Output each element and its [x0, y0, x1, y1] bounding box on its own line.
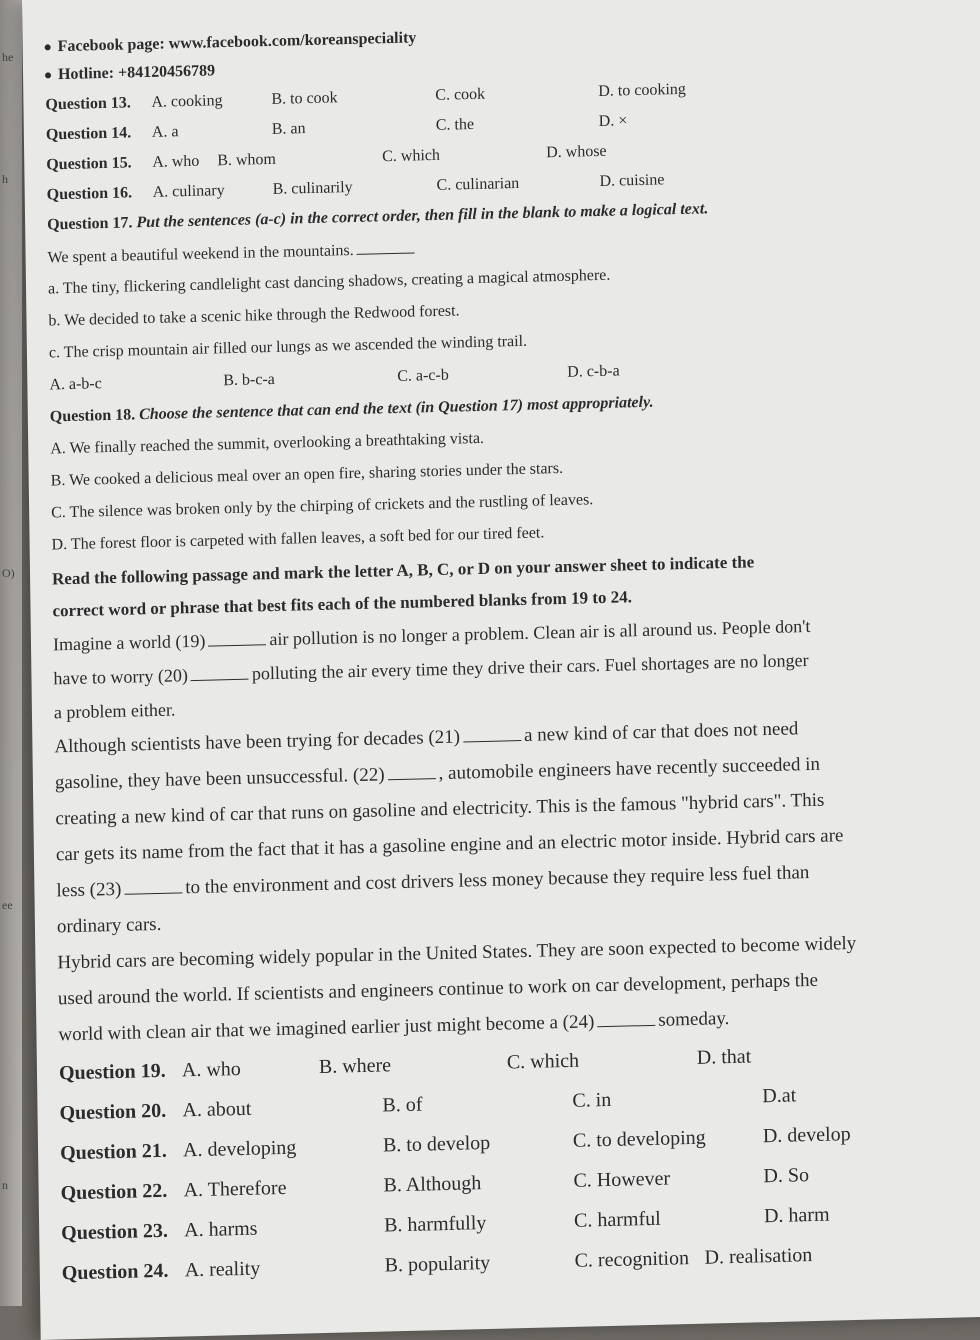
q20-label: Question 20. [59, 1099, 167, 1125]
margin-mark: h [2, 172, 8, 186]
q15-label: Question 15. [46, 154, 132, 174]
q17-option-d[interactable]: D. c-b-a [567, 362, 620, 381]
q13-option-b[interactable]: B. to cook [271, 89, 338, 108]
q17-instruction-line [47, 199, 708, 235]
previous-page-edge [0, 0, 22, 1306]
hotline-line: Hotline: +84120456789 [45, 61, 215, 85]
blank-21[interactable] [463, 726, 521, 742]
q16-option-a[interactable]: A. culinary [152, 182, 225, 201]
q21-option-a[interactable]: A. developing [182, 1136, 297, 1162]
q19-option-d[interactable]: D. that [696, 1045, 752, 1069]
q17-sentence-a: a. The tiny, flickering candlelight cast dancing shadows, creating a magical atmosphere. [47, 266, 611, 298]
q15-option-c[interactable]: C. which [382, 146, 441, 166]
q17-sentence-b: b. We decided to take a scenic hike through the Redwood forest. [48, 302, 460, 330]
q23-option-d[interactable]: D. harm [763, 1203, 830, 1228]
margin-mark: n [2, 1178, 8, 1192]
bullet-icon [45, 45, 51, 51]
blank-24[interactable] [597, 1011, 655, 1027]
q17-option-b[interactable]: B. b-c-a [223, 370, 275, 390]
margin-mark: O) [2, 566, 15, 580]
q16-option-c[interactable]: C. culinarian [436, 174, 520, 194]
q16-option-d[interactable]: D. cuisine [599, 171, 665, 190]
q18-option-d[interactable]: D. The forest floor is carpeted with fallen leaves, a soft bed for our tired feet. [51, 524, 545, 554]
q23-option-c[interactable]: C. harmful [573, 1207, 661, 1232]
facebook-line: Facebook page: www.facebook.com/koreanspeciality [45, 28, 417, 57]
q19-option-a[interactable]: A. who [181, 1057, 241, 1082]
q18-label: Question 18. [49, 406, 136, 426]
q17-option-c[interactable]: C. a-c-b [397, 366, 449, 385]
q14-option-b[interactable]: B. an [271, 120, 306, 138]
q17-blank[interactable] [357, 238, 415, 254]
margin-mark: ee [2, 898, 13, 912]
q15-option-b[interactable]: B. whom [217, 150, 277, 170]
q24-label: Question 24. [61, 1259, 169, 1285]
q20-option-b[interactable]: B. of [382, 1093, 423, 1117]
q20-option-d[interactable]: D.at [762, 1084, 797, 1108]
q24-option-d[interactable]: D. realisation [704, 1244, 813, 1269]
bullet-icon [45, 73, 51, 79]
q19-option-c[interactable]: C. which [506, 1049, 580, 1074]
passage-line: a problem either. [53, 699, 176, 723]
q16-label: Question 16. [46, 184, 133, 204]
q21-label: Question 21. [59, 1139, 167, 1165]
q21-option-b[interactable]: B. to develop [382, 1131, 491, 1157]
q13-option-a[interactable]: A. cooking [151, 92, 223, 111]
q19-option-b[interactable]: B. where [318, 1054, 392, 1079]
reading-instruction-1: Read the following passage and mark the letter A, B, C, or D on your answer sheet to indicate the [51, 552, 755, 589]
q23-option-a[interactable]: A. harms [184, 1217, 258, 1242]
q18-option-a[interactable]: A. We finally reached the summit, overlooking a breathtaking vista. [50, 429, 485, 458]
margin-mark: he [2, 50, 14, 64]
q13-label: Question 13. [45, 94, 131, 114]
passage-line: Hybrid cars are becoming widely popular in the United States. They are soon expected to become widely [57, 932, 857, 974]
q20-option-a[interactable]: A. about [182, 1097, 252, 1122]
passage-line: less (23) to the environment and cost drivers less money because they require less fuel than [56, 862, 810, 902]
passage-line: ordinary cars. [56, 913, 162, 938]
passage-line: car gets its name from the fact that it has a gasoline engine and an electric motor inside. Hybrid cars are [55, 825, 844, 866]
q24-option-b[interactable]: B. popularity [384, 1251, 491, 1277]
blank-20[interactable] [191, 665, 249, 681]
q20-option-c[interactable]: C. in [572, 1088, 612, 1112]
q15-option-d[interactable]: D. whose [546, 142, 607, 162]
q14-option-d[interactable]: D. × [598, 112, 628, 130]
q14-option-c[interactable]: C. the [435, 115, 475, 134]
q18-instruction: Choose the sentence that can end the text (in Question 17) most appropriately. [139, 393, 654, 424]
q16-option-b[interactable]: B. culinarily [272, 178, 353, 198]
blank-19[interactable] [208, 630, 266, 646]
passage-line: gasoline, they have been unsuccessful. (22) , automobile engineers have recently succeeded in [54, 753, 821, 794]
q18-instruction-line [50, 393, 654, 428]
q17-instruction: Put the sentences (a-c) in the correct order, then fill in the blank to make a logical text. [136, 200, 709, 232]
q14-label: Question 14. [45, 124, 132, 144]
q17-option-a[interactable]: A. a-b-c [49, 375, 102, 394]
q22-option-a[interactable]: A. Therefore [183, 1176, 287, 1202]
passage-line: used around the world. If scientists and engineers continue to work on car development, perhaps the [57, 969, 819, 1010]
q22-option-d[interactable]: D. So [763, 1164, 810, 1188]
q22-option-b[interactable]: B. Although [383, 1172, 482, 1197]
passage-line: creating a new kind of car that runs on gasoline and electricity. This is the famous "hybrid cars". This [55, 789, 825, 830]
q14-option-a[interactable]: A. a [151, 123, 179, 141]
q24-option-c[interactable]: C. recognition [574, 1247, 690, 1272]
q17-lead: We spent a beautiful weekend in the mountains. [47, 241, 354, 267]
passage-line: have to worry (20) polluting the air every time they drive their cars. Fuel shortages are no longer [53, 649, 809, 689]
worksheet-page [22, 0, 980, 1340]
q21-option-d[interactable]: D. develop [762, 1123, 851, 1148]
q18-option-c[interactable]: C. The silence was broken only by the chirping of crickets and the rustling of leaves. [51, 491, 594, 522]
blank-22[interactable] [387, 764, 435, 780]
q18-option-b[interactable]: B. We cooked a delicious meal over an open fire, sharing stories under the stars. [50, 459, 564, 490]
q22-option-c[interactable]: C. However [573, 1167, 671, 1192]
q17-sentence-c: c. The crisp mountain air filled our lungs as we ascended the winding trail. [48, 332, 528, 362]
passage-line: world with clean air that we imagined earlier just might become a (24) someday. [58, 1008, 730, 1046]
q15-option-a[interactable]: A. who [152, 152, 200, 171]
passage-line: Imagine a world (19) air pollution is no longer a problem. Clean air is all around us. People don't [52, 615, 811, 655]
passage-line: Although scientists have been trying for decades (21) a new kind of car that does not need [54, 718, 799, 758]
q17-lead-line [47, 238, 417, 268]
q13-option-c[interactable]: C. cook [435, 85, 486, 104]
q17-label: Question 17. [47, 214, 133, 234]
q19-label: Question 19. [58, 1059, 166, 1085]
q23-option-b[interactable]: B. harmfully [383, 1212, 487, 1237]
q21-option-c[interactable]: C. to developing [572, 1126, 706, 1152]
reading-instruction-2: correct word or phrase that best fits each of the numbered blanks from 19 to 24. [52, 587, 633, 621]
q22-label: Question 22. [60, 1179, 168, 1205]
blank-23[interactable] [124, 878, 182, 894]
q23-label: Question 23. [61, 1219, 169, 1245]
q13-option-d[interactable]: D. to cooking [598, 80, 686, 100]
q24-option-a[interactable]: A. reality [184, 1257, 261, 1282]
